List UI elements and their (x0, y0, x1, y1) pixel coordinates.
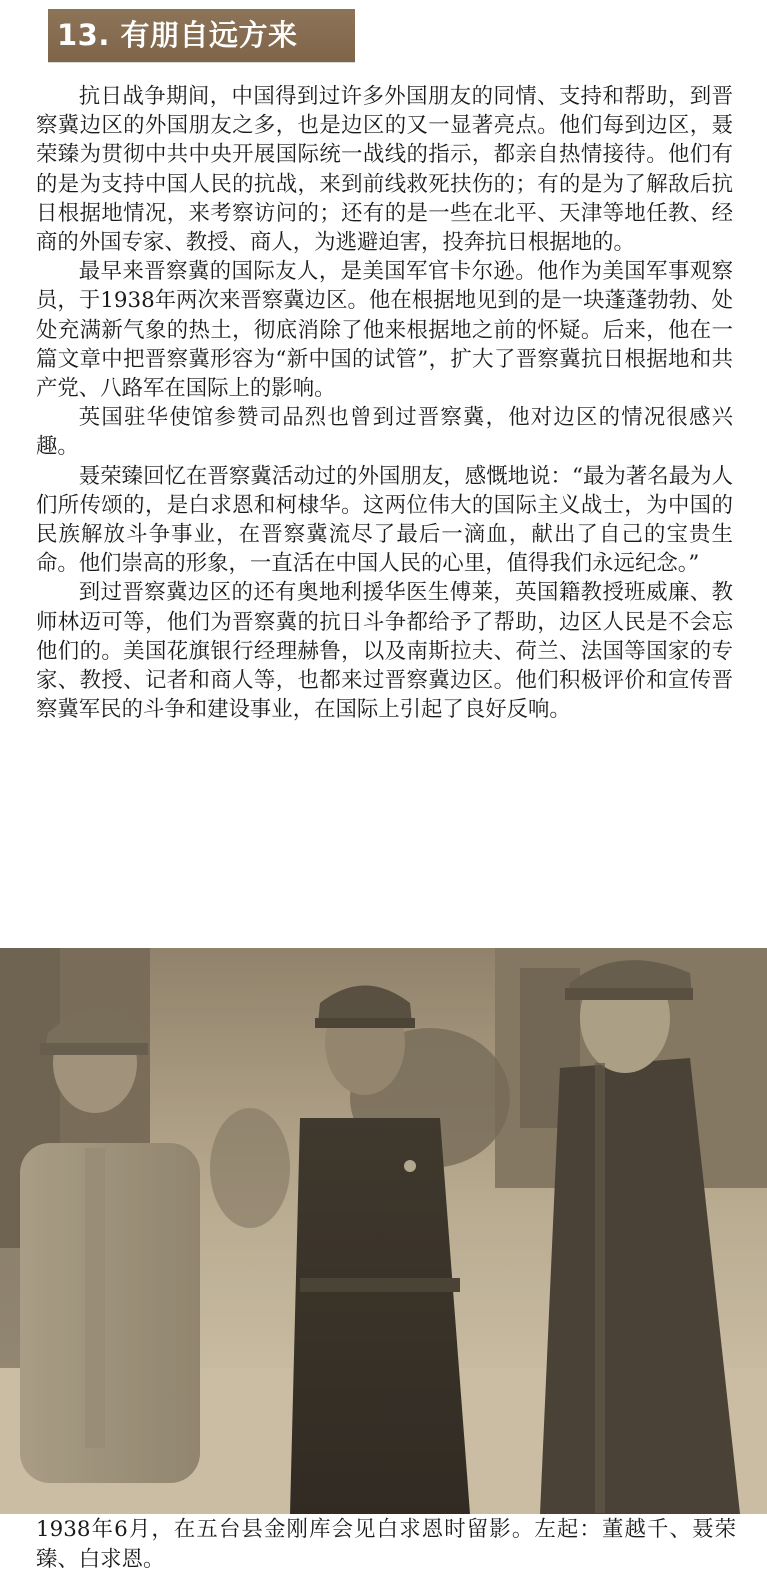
article-paragraph: 聂荣臻回忆在晋察冀活动过的外国朋友，感慨地说：“最为著名最为人们所传颂的，是白求恩和柯棣华。这两位伟大的国际主义战士，为中国的民族解放斗争事业，在晋察冀流尽了最后一滴血，献出了自己的宝贵生命。他们崇高的形象，一直活在中国人民的心里，值得我们永远纪念。” (36, 463, 733, 577)
article-paragraph: 到过晋察冀边区的还有奥地利援华医生傅莱，英国籍教授班威廉、教师林迈可等，他们为晋察冀的抗日斗争都给予了帮助，边区人民是不会忘他们的。美国花旗银行经理赫鲁，以及南斯拉夫、荷兰、法国等国家的专家、教授、记者和商人等，也都来过晋察冀边区。他们积极评价和宣传晋察冀军民的斗争和建设事业，在国际上引起了良好反响。 (36, 580, 733, 723)
section-title-bar (48, 9, 355, 62)
photo-caption: 1938年6月，在五台县金刚库会见白求恩时留影。左起：董越千、聂荣臻、白求恩。 (36, 1517, 736, 1572)
article-paragraph: 抗日战争期间，中国得到过许多外国朋友的同情、支持和帮助，到晋察冀边区的外国朋友之多，也是边区的又一显著亮点。他们每到边区，聂荣臻为贯彻中共中央开展国际统一战线的指示，都亲自热情接待。他们有的是为支持中国人民的抗战，来到前线救死扶伤的；有的是为了解敌后抗日根据地情况，来考察访问的；还有的是一些在北平、天津等地任教、经商的外国专家、教授、商人，为逃避迫害，投奔抗日根据地的。 (36, 84, 733, 256)
article-body (36, 82, 733, 724)
historical-photo (0, 948, 767, 1514)
article-paragraph: 最早来晋察冀的国际友人，是美国军官卡尔逊。他作为美国军事观察员，于1938年两次来晋察冀边区。他在根据地见到的是一块蓬蓬勃勃、处处充满新气象的热土，彻底消除了他来根据地之前的怀疑。后来，他在一篇文章中把晋察冀形容为“新中国的试管”，扩大了晋察冀抗日根据地和共产党、八路军在国际上的影响。 (36, 259, 733, 402)
article-paragraph: 英国驻华使馆参赞司品烈也曾到过晋察冀，他对边区的情况很感兴趣。 (36, 405, 733, 460)
section-title: 13. 有朋自远方来 (57, 18, 298, 52)
